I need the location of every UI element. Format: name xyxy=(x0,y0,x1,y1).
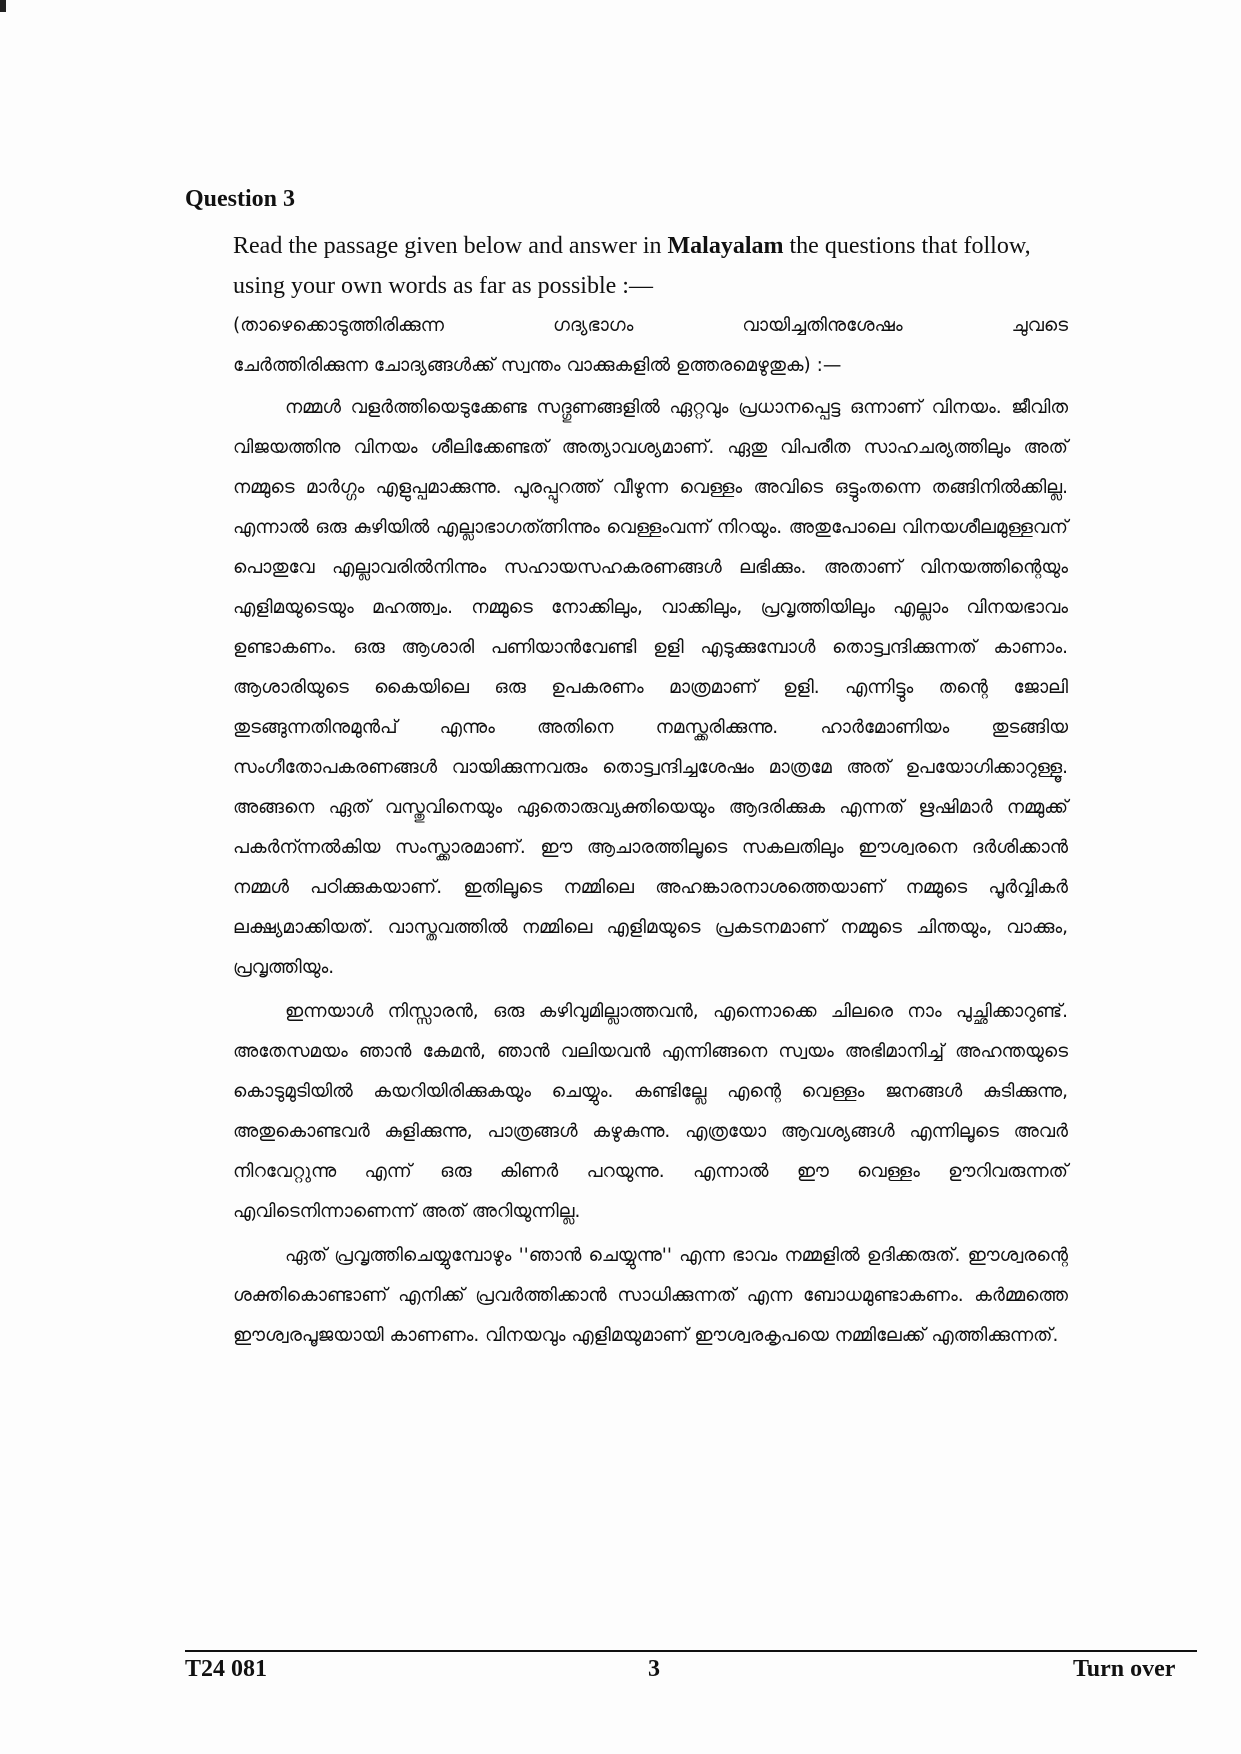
malayalam-instruction-line-1: (താഴെക്കൊടുത്തിരിക്കുന്ന ഗദ്യഭാഗം വായിച്ചതിനുശേഷം ചുവടെ xyxy=(233,315,1068,336)
footer-divider xyxy=(185,1650,1197,1652)
english-instructions xyxy=(233,226,1058,306)
instruction-text-part1: Read the passage given below and answer in xyxy=(233,233,668,259)
passage-paragraph-2: ഇന്നയാൾ നിസ്സാരൻ, ഒരു കഴിവുമില്ലാത്തവൻ, എന്നൊക്കെ ചിലരെ നാം പുച്ഛിക്കാറുണ്ട്. അതേസമയം ഞാൻ കേമൻ, ഞാൻ വലിയവൻ എന്നിങ്ങനെ സ്വയം അഭിമാനിച്ച് അഹന്തയുടെ കൊടുമുടിയിൽ കയറിയിരിക്കുകയും ചെയ്യും. കണ്ടില്ലേ എന്റെ വെള്ളം ജനങ്ങൾ കുടിക്കുന്നു, അതുകൊണ്ടവർ കുളിക്കുന്നു, പാത്രങ്ങൾ കഴുകുന്നു. എത്രയോ ആവശ്യങ്ങൾ എന്നിലൂടെ അവർ നിറവേറ്റുന്നു എന്ന് ഒരു കിണർ പറയുന്നു. എന്നാൽ ഈ വെള്ളം ഊറിവരുന്നത് എവിടെനിന്നാണെന്ന് അത് അറിയുന്നില്ല. xyxy=(233,1001,1068,1222)
turn-over-note: Turn over xyxy=(1073,1656,1176,1682)
paper-code: T24 081 xyxy=(185,1656,268,1682)
page-number: 3 xyxy=(648,1656,660,1682)
malayalam-instruction-line-2: ചേർത്തിരിക്കുന്ന ചോദ്യങ്ങൾക്ക് സ്വന്തം വാക്കുകളിൽ ഉത്തരമെഴുതുക) :— xyxy=(233,355,842,376)
passage-paragraph-3: ഏത് പ്രവൃത്തിചെയ്യുമ്പോഴും ''ഞാൻ ചെയ്യുന്നു'' എന്ന ഭാവം നമ്മളിൽ ഉദിക്കരുത്. ഈശ്വരന്റെ ശക്തികൊണ്ടാണ് എനിക്ക് പ്രവർത്തിക്കാൻ സാധിക്കുന്നത് എന്ന ബോധമുണ്ടാകണം. കർമ്മത്തെ ഈശ്വരപൂജയായി കാണണം. വിനയവും എളിമയുമാണ് ഈശ്വരകൃപയെ നമ്മിലേക്ക് എത്തിക്കുന്നത്. xyxy=(233,1245,1068,1346)
question-heading: Question 3 xyxy=(185,186,296,212)
passage-paragraph-1: നമ്മൾ വളർത്തിയെടുക്കേണ്ട സദ്ഗുണങ്ങളിൽ ഏറ്റവും പ്രധാനപ്പെട്ട ഒന്നാണ് വിനയം. ജീവിത വിജയത്തിനു വിനയം ശീലിക്കേണ്ടത് അത്യാവശ്യമാണ്. ഏതു വിപരീത സാഹചര്യത്തിലും അത് നമ്മുടെ മാർഗ്ഗം എളുപ്പമാക്കുന്നു. പുരപ്പുറത്ത് വീഴുന്ന വെള്ളം അവിടെ ഒട്ടുംതന്നെ തങ്ങിനിൽക്കില്ല. എന്നാൽ ഒരു കുഴിയിൽ എല്ലാഭാഗത്ത്നിന്നും വെള്ളംവന്ന് നിറയും. അതുപോലെ വിനയശീലമുള്ളവന് പൊതുവേ എല്ലാവരിൽനിന്നും സഹായസഹകരണങ്ങൾ ലഭിക്കും. അതാണ് വിനയത്തിന്റെയും എളിമയുടെയും മഹത്ത്വം. നമ്മുടെ നോക്കിലും, വാക്കിലും, പ്രവൃത്തിയിലും എല്ലാം വിനയഭാവം ഉണ്ടാകണം. ഒരു ആശാരി പണിയാൻവേണ്ടി ഉളി എടുക്കുമ്പോൾ തൊട്ട്വന്ദിക്കുന്നത് കാണാം. ആശാരിയുടെ കൈയിലെ ഒരു ഉപകരണം മാത്രമാണ് ഉളി. എന്നിട്ടും തന്റെ ജോലി തുടങ്ങുന്നതിനുമുൻപ് എന്നും അതിനെ നമസ്ക്കരിക്കുന്നു. ഹാർമോണിയം തുടങ്ങിയ സംഗീതോപകരണങ്ങൾ വായിക്കുന്നവരും തൊട്ട്വന്ദിച്ചശേഷം മാത്രമേ അത് ഉപയോഗിക്കാറുള്ളൂ. അങ്ങനെ ഏത് വസ്തുവിനെയും ഏതൊരുവ്യക്തിയെയും ആദരിക്കുക എന്നത് ഋഷിമാർ നമ്മുക്ക് പകർന്ന്നൽകിയ സംസ്ക്കാരമാണ്. ഈ ആചാരത്തിലൂടെ സകലതിലും ഈശ്വരനെ ദർശിക്കാൻ നമ്മൾ പഠിക്കുകയാണ്. ഇതിലൂടെ നമ്മിലെ അഹങ്കാരനാശത്തെയാണ് നമ്മുടെ പൂർവ്വികർ ലക്ഷ്യമാക്കിയത്. വാസ്തവത്തിൽ നമ്മിലെ എളിമയുടെ പ്രകടനമാണ് നമ്മുടെ ചിന്തയും, വാക്കും, പ്രവൃത്തിയും. xyxy=(233,397,1068,978)
instruction-text-part2: the questions that follow, using your own words as far as possible :— xyxy=(233,233,1031,299)
malayalam-instructions xyxy=(233,306,1068,386)
scan-edge-mark xyxy=(0,0,6,12)
instruction-language-bold: Malayalam xyxy=(667,233,784,259)
passage xyxy=(233,388,1068,1360)
